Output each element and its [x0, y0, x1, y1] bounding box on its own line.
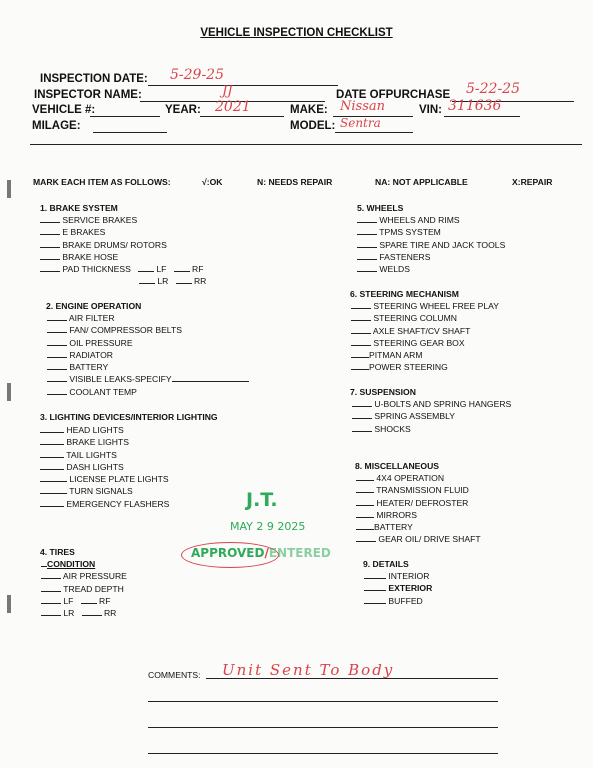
section-brake-title: 1. BRAKE SYSTEM — [40, 203, 118, 213]
checklist-item: FAN/ COMPRESSOR BELTS — [47, 324, 249, 336]
checklist-item: TPMS SYSTEM — [357, 226, 505, 238]
section-misc-title: 8. MISCELLANEOUS — [355, 461, 440, 471]
checklist-item: BUFFED — [364, 595, 432, 607]
suspension-items — [352, 398, 511, 435]
checklist-item: SHOCKS — [352, 423, 511, 435]
checklist-item: EMERGENCY FLASHERS — [40, 498, 169, 510]
vin-value: 311636 — [448, 98, 502, 114]
checklist-item: MIRRORS — [356, 509, 481, 521]
checklist-item: STEERING COLUMN — [351, 312, 499, 324]
checklist-item: RADIATOR — [47, 349, 249, 361]
checklist-item: BRAKE HOSE — [40, 251, 206, 263]
check-blank[interactable] — [47, 324, 67, 333]
legend-ok: √:OK — [202, 177, 223, 187]
page-title: VEHICLE INSPECTION CHECKLIST — [200, 27, 393, 39]
legend-not-applicable: NA: NOT APPLICABLE — [375, 177, 468, 187]
checklist-item: AIR FILTER — [47, 312, 249, 324]
checklist-item: FASTENERS — [357, 251, 505, 263]
check-blank[interactable] — [40, 226, 60, 235]
check-blank[interactable] — [40, 424, 64, 433]
vehicle-number-label: VEHICLE #: — [32, 104, 96, 116]
check-blank[interactable] — [352, 398, 372, 407]
check-blank[interactable] — [356, 509, 374, 518]
check-blank[interactable] — [40, 251, 60, 260]
date-of-purchase-value: 5-22-25 — [466, 81, 520, 97]
check-blank[interactable] — [40, 214, 60, 223]
checklist-item: VISIBLE LEAKS-SPECIFY — [47, 373, 249, 385]
checklist-item: SPRING ASSEMBLY — [352, 410, 511, 422]
checklist-item: DASH LIGHTS — [40, 461, 169, 473]
checklist-item: TREAD DEPTH — [41, 583, 127, 595]
stamp-date: MAY 2 9 2025 — [230, 520, 306, 533]
checklist-item: BRAKE LIGHTS — [40, 436, 169, 448]
engine-items — [47, 312, 249, 398]
check-blank[interactable] — [47, 337, 67, 346]
check-blank[interactable] — [41, 595, 61, 604]
check-blank[interactable] — [41, 583, 61, 592]
check-blank[interactable] — [364, 570, 386, 579]
stamp-initials: J.T. — [246, 489, 278, 511]
scan-artifact — [7, 180, 11, 198]
stamp-approved: APPROVED — [191, 546, 265, 560]
checklist-item: PITMAN ARM — [351, 349, 499, 361]
check-blank[interactable] — [352, 423, 372, 432]
checklist-item: AXLE SHAFT/CV SHAFT — [351, 325, 499, 337]
checklist-item: LICENSE PLATE LIGHTS — [40, 473, 169, 485]
inspection-date-label: INSPECTION DATE: — [40, 73, 148, 85]
check-blank[interactable] — [364, 582, 386, 591]
checklist-item: SPARE TIRE AND JACK TOOLS — [357, 239, 505, 251]
model-label: MODEL: — [290, 120, 336, 132]
checklist-item: BATTERY — [356, 521, 481, 533]
check-blank[interactable] — [174, 263, 190, 272]
check-blank[interactable] — [351, 349, 369, 358]
date-of-purchase-label: DATE OFPURCHASE — [336, 89, 451, 101]
scan-artifact — [7, 595, 11, 613]
section-tires-title: 4. TIRES — [40, 547, 75, 557]
section-suspension-title: 7. SUSPENSION — [350, 387, 416, 397]
check-blank[interactable] — [47, 349, 67, 358]
comments-value: Unit Sent To Body — [222, 661, 395, 679]
check-blank[interactable] — [351, 361, 369, 370]
checklist-item: COOLANT TEMP — [47, 386, 249, 398]
steering-items — [351, 300, 499, 374]
header-divider — [30, 144, 582, 145]
model-value: Sentra — [340, 116, 381, 130]
checklist-item: 4X4 OPERATION — [356, 472, 481, 484]
section-details-title: 9. DETAILS — [363, 559, 409, 569]
check-blank[interactable] — [351, 312, 371, 321]
legend-needs-repair: N: NEEDS REPAIR — [257, 177, 333, 187]
check-blank[interactable] — [41, 607, 61, 616]
check-blank[interactable] — [81, 595, 97, 604]
section-engine-title: 2. ENGINE OPERATION — [46, 301, 142, 311]
check-blank[interactable] — [351, 337, 371, 346]
checklist-item: CONDITION — [41, 558, 127, 570]
legend-repair: X:REPAIR — [512, 177, 553, 187]
stamp-separator: / — [264, 546, 269, 560]
vehicle-number-field[interactable] — [90, 104, 160, 117]
checklist-item: STEERING GEAR BOX — [351, 337, 499, 349]
year-label: YEAR: — [165, 104, 201, 116]
check-blank[interactable] — [352, 410, 372, 419]
section-wheels-title: 5. WHEELS — [357, 203, 404, 213]
checklist-item: GEAR OIL/ DRIVE SHAFT — [356, 533, 481, 545]
make-label: MAKE: — [290, 104, 328, 116]
year-value: 2021 — [215, 99, 251, 115]
checklist-item: E BRAKES — [40, 226, 206, 238]
checklist-item: U-BOLTS AND SPRING HANGERS — [352, 398, 511, 410]
make-value: Nissan — [340, 99, 385, 114]
checklist-item: WHEELS AND RIMS — [357, 214, 505, 226]
check-blank[interactable] — [40, 436, 64, 445]
tires-items — [41, 558, 127, 619]
check-blank[interactable] — [47, 312, 67, 321]
checklist-item: POWER STEERING — [351, 361, 499, 373]
leaks-specify-field[interactable] — [172, 373, 249, 382]
check-blank[interactable] — [176, 275, 192, 284]
check-blank[interactable] — [40, 263, 60, 272]
checklist-item: AIR PRESSURE — [41, 570, 127, 582]
checklist-item: INTERIOR — [364, 570, 432, 582]
checklist-item: OIL PRESSURE — [47, 337, 249, 349]
check-blank[interactable] — [356, 533, 376, 542]
check-blank[interactable] — [356, 484, 374, 493]
check-blank[interactable] — [40, 461, 64, 470]
stamp-entered: ENTERED — [268, 546, 331, 560]
check-blank[interactable] — [357, 263, 377, 272]
inspector-name-label: INSPECTOR NAME: — [34, 89, 142, 101]
check-blank[interactable] — [357, 239, 377, 248]
check-blank[interactable] — [40, 473, 67, 482]
check-blank[interactable] — [357, 214, 377, 223]
brake-items — [40, 214, 206, 288]
check-blank[interactable] — [357, 251, 377, 260]
checklist-item: STEERING WHEEL FREE PLAY — [351, 300, 499, 312]
comments-label: COMMENTS: — [148, 670, 201, 680]
check-blank[interactable] — [41, 570, 61, 579]
vin-label: VIN: — [419, 104, 442, 116]
check-blank[interactable] — [40, 239, 60, 248]
check-blank[interactable] — [357, 226, 377, 235]
checklist-item: LR RR — [41, 607, 127, 619]
check-blank[interactable] — [40, 498, 64, 507]
section-lighting-title: 3. LIGHTING DEVICES/INTERIOR LIGHTING — [40, 412, 218, 422]
scan-artifact — [7, 383, 11, 401]
checklist-item: LF RF — [41, 595, 127, 607]
legend-mark: MARK EACH ITEM AS FOLLOWS: — [33, 177, 171, 187]
wheels-items — [357, 214, 505, 275]
section-steering-title: 6. STEERING MECHANISM — [350, 289, 459, 299]
comments-line-2[interactable] — [148, 701, 498, 702]
checklist-item: BATTERY — [47, 361, 249, 373]
lighting-items — [40, 424, 169, 510]
details-items — [364, 570, 432, 607]
check-blank[interactable] — [356, 497, 374, 506]
check-blank[interactable] — [138, 263, 154, 272]
checklist-item: HEAD LIGHTS — [40, 424, 169, 436]
checklist-item: LR RR — [40, 275, 206, 287]
milage-label: MILAGE: — [32, 120, 81, 132]
checklist-item: TURN SIGNALS — [40, 485, 169, 497]
check-blank[interactable] — [82, 607, 102, 616]
check-blank[interactable] — [364, 595, 386, 604]
check-blank[interactable] — [356, 521, 374, 530]
checklist-item: PAD THICKNESS LF RF — [40, 263, 206, 275]
check-blank[interactable] — [351, 325, 371, 334]
checklist-item: BRAKE DRUMS/ ROTORS — [40, 239, 206, 251]
checklist-item: SERVICE BRAKES — [40, 214, 206, 226]
check-blank[interactable] — [47, 361, 67, 370]
misc-items — [356, 472, 481, 546]
check-blank[interactable] — [356, 472, 374, 481]
checklist-item: TRANSMISSION FLUID — [356, 484, 481, 496]
inspector-name-value: JJ — [222, 84, 233, 99]
check-blank[interactable] — [47, 386, 67, 395]
check-blank[interactable] — [40, 449, 64, 458]
comments-line-4[interactable] — [148, 753, 498, 754]
comments-line-3[interactable] — [148, 727, 498, 728]
checklist-item: HEATER/ DEFROSTER — [356, 497, 481, 509]
milage-field[interactable] — [93, 120, 167, 133]
check-blank[interactable] — [351, 300, 371, 309]
checklist-item: EXTERIOR — [364, 582, 432, 594]
check-blank[interactable] — [47, 373, 67, 382]
stamp-approved-entered — [191, 546, 331, 560]
inspection-date-value: 5-29-25 — [170, 67, 224, 83]
check-blank[interactable] — [139, 275, 155, 284]
checklist-item: WELDS — [357, 263, 505, 275]
check-blank[interactable] — [40, 485, 67, 494]
checklist-item: TAIL LIGHTS — [40, 449, 169, 461]
